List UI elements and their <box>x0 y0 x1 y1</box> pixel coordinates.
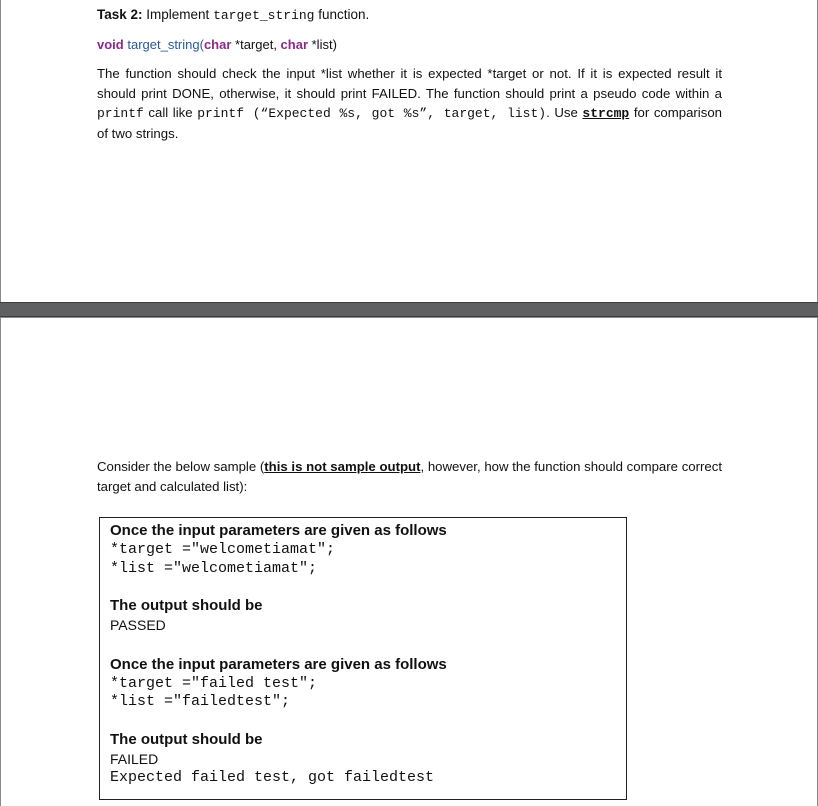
intro-underlined: this is not sample output <box>264 459 421 474</box>
example1-list: *list ="welcometiamat"; <box>110 560 318 577</box>
example1-output: PASSED <box>110 617 166 633</box>
task-label: Task 2: <box>97 7 143 22</box>
example1-output-heading: The output should be <box>110 597 263 614</box>
task-function-name: target_string <box>213 8 315 23</box>
task-heading-text: Implement <box>142 7 214 22</box>
example2-target: *target ="failed test"; <box>110 675 318 692</box>
keyword-char: char <box>280 37 309 52</box>
description-text: . Use <box>546 105 583 120</box>
signature-arg-target: *target, <box>231 37 281 52</box>
description-text: call like <box>143 105 198 120</box>
example2-heading: Once the input parameters are given as follows <box>110 656 447 673</box>
intro-text: Consider the below sample ( <box>97 459 265 474</box>
document-page-2 <box>0 317 818 806</box>
code-printf-call: printf (“Expected %s, got %s”, target, list) <box>197 106 547 121</box>
document-page-1 <box>0 0 818 303</box>
signature-arg-list: *list) <box>308 37 337 52</box>
sample-box <box>99 517 627 800</box>
task-heading-tail: function. <box>314 7 370 22</box>
task-heading <box>97 7 369 23</box>
description-text: The function should check the input *list whether it is expected *target or not. If it is expected result it should print DONE, otherwise, it should print FAILED. The function should print a pseudo code within a <box>97 66 722 101</box>
example1-target: *target ="welcometiamat"; <box>110 541 336 558</box>
example2-output-heading: The output should be <box>110 731 263 748</box>
code-strcmp: strcmp <box>582 106 630 121</box>
code-printf: printf <box>97 106 144 121</box>
description-text: for comparison of two strings. <box>97 105 722 141</box>
keyword-void: void <box>97 37 124 52</box>
example1-heading: Once the input parameters are given as follows <box>110 522 447 539</box>
intro-text: , however, how the function should compare correct target and calculated list): <box>97 459 722 494</box>
keyword-char: char <box>203 37 232 52</box>
signature-function-name: target_string( <box>123 37 204 52</box>
function-signature <box>97 37 337 52</box>
page-separator <box>0 302 818 317</box>
task-description <box>97 64 722 143</box>
example2-list: *list ="failedtest"; <box>110 693 291 710</box>
sample-intro <box>97 457 722 496</box>
example2-output-detail: Expected failed test, got failedtest <box>110 769 435 786</box>
example2-output: FAILED <box>110 751 159 767</box>
